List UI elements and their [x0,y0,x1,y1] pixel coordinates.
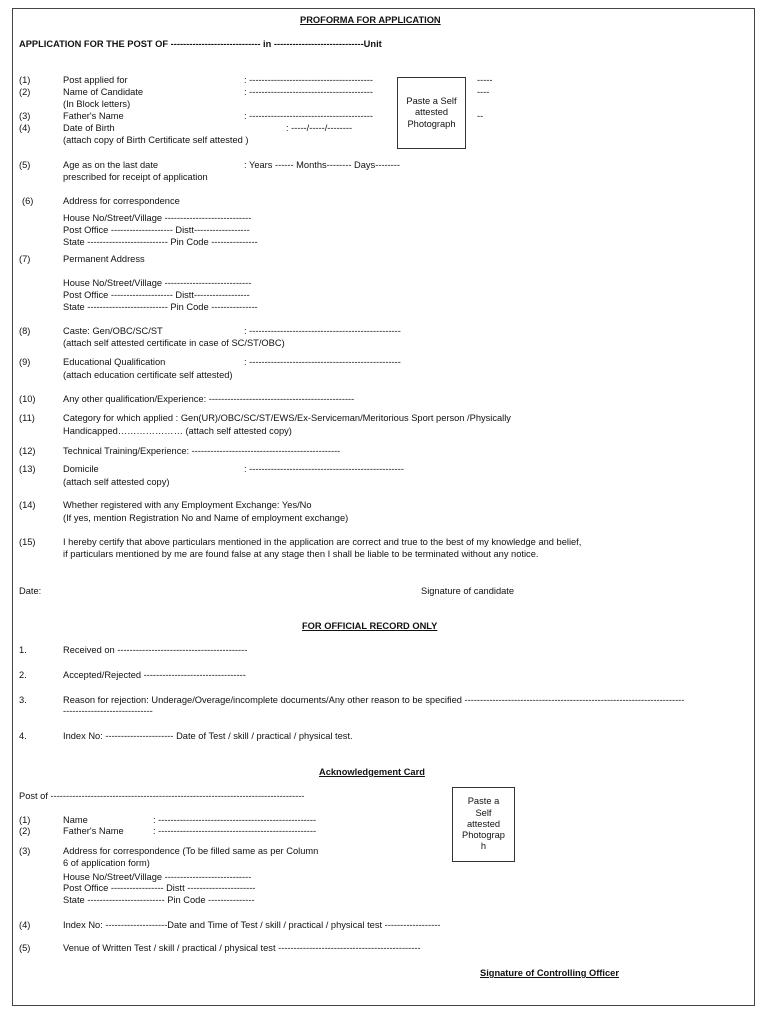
item-number: (13) [19,464,36,474]
photo-box-text: Self [475,807,492,818]
official-number: 2. [19,670,27,680]
item-label: Domicile [63,464,99,474]
item-number: (5) [19,160,31,170]
item-note: (attach education certificate self attested) [63,370,233,380]
right-dash: ---- [477,87,490,97]
item-number: (11) [19,413,35,423]
date-label: Date: [19,586,42,596]
item-label: Name of Candidate [63,87,144,97]
item-note: (In Block letters) [63,99,131,109]
ack-venue: Venue of Written Test / skill / practical / physical test ---------------------------------------------- [63,943,421,953]
item-label: Permanent Address [63,254,145,264]
photo-box-text: Photograph [407,118,456,129]
ack-photo-box [452,787,515,862]
official-received: Received on ------------------------------------------ [63,645,248,655]
official-accepted: Accepted/Rejected --------------------------------- [63,670,246,680]
item-note: Handicapped………………… (attach self attested copy) [63,426,292,436]
item-number: (6) [22,196,34,206]
item-number: (4) [19,123,31,133]
item-label: Educational Qualification [63,357,166,367]
photo-box-text: h [480,841,487,852]
official-number: 3. [19,695,27,705]
official-reason: Reason for rejection: Underage/Overage/incomplete documents/Any other reason to be specified ----------------------------------------------------------------------- [63,695,685,705]
official-number: 1. [19,645,27,655]
item-value: : ------------------------------------------------- [244,326,401,336]
ack-address-line: House No/Street/Village ---------------------------- [63,872,252,882]
item-label: Technical Training/Experience: ------------------------------------------------ [63,446,341,456]
item-value: : ---------------------------------------- [244,87,374,97]
address-line: House No/Street/Village ---------------------------- [63,278,252,288]
ack-number: (1) [19,815,31,825]
item-label: Age as on the last date [63,160,159,170]
item-number: (2) [19,87,31,97]
photo-box-text: attested [414,107,449,118]
address-line: State -------------------------- Pin Code --------------- [63,302,258,312]
right-dash: -- [477,111,484,121]
photo-box-text: Paste a Self [406,96,457,107]
ack-number: (3) [19,846,31,856]
item-number: (7) [19,254,31,264]
item-label: Post applied for [63,75,128,85]
item-label: Date of Birth [63,123,115,133]
photo-box-text: Photograp [462,830,505,841]
right-dash: ----- [477,75,493,85]
item-note: prescribed for receipt of application [63,172,208,182]
item-note: (attach self attested copy) [63,477,170,487]
item-note: (attach copy of Birth Certificate self attested ) [63,135,249,145]
item-note: (attach self attested certificate in case of SC/ST/OBC) [63,338,285,348]
item-number: (3) [19,111,31,121]
candidate-signature-label: Signature of candidate [421,586,515,596]
item-value: : Years ------ Months-------- Days-------- [244,160,400,170]
item-label: Caste: Gen/OBC/SC/ST [63,326,163,336]
address-line: House No/Street/Village ---------------------------- [63,213,252,223]
ack-number: (2) [19,826,31,836]
item-value: : -----/-----/-------- [286,123,353,133]
controlling-officer-signature: Signature of Controlling Officer [480,968,619,978]
photo-box-text: Paste a [467,796,500,807]
item-number: (1) [19,75,31,85]
item-value: : ---------------------------------------- [244,111,374,121]
ack-label: Father's Name [63,826,124,836]
application-for-line: APPLICATION FOR THE POST OF ----------------------------- in -----------------------------Unit [19,39,382,49]
ack-index: Index No: --------------------Date and Time of Test / skill / practical / physical test ------------------ [63,920,441,930]
ack-number: (4) [19,920,31,930]
item-number: (12) [19,446,36,456]
ack-number: (5) [19,943,31,953]
official-number: 4. [19,731,27,741]
official-record-heading: FOR OFFICIAL RECORD ONLY [302,621,438,631]
item-number: (8) [19,326,31,336]
ack-address-line: State ------------------------- Pin Code --------------- [63,895,255,905]
item-value: : -------------------------------------------------- [244,464,404,474]
declaration-text: I hereby certify that above particulars mentioned in the application are correct and true to the best of my knowledge and belief, [63,537,582,547]
item-label: Address for correspondence [63,196,180,206]
official-reason-cont: ----------------------------- [63,706,153,716]
address-line: Post Office -------------------- Distt------------------ [63,290,250,300]
item-number: (10) [19,394,36,404]
item-label: Father's Name [63,111,124,121]
address-line: Post Office -------------------- Distt------------------ [63,225,250,235]
ack-label: Name [63,815,88,825]
ack-post-of: Post of ---------------------------------------------------------------------------------- [19,791,305,801]
official-index: Index No: ---------------------- Date of Test / skill / practical / physical test. [63,731,353,741]
photo-box [397,77,466,149]
item-label: Any other qualification/Experience: ----------------------------------------------- [63,394,355,404]
declaration-text: if particulars mentioned by me are found false at any stage then I shall be liable to be terminated without any notice. [63,549,539,559]
item-value: : ------------------------------------------------- [244,357,401,367]
photo-box-text: attested [466,818,501,829]
item-value: : ---------------------------------------- [244,75,374,85]
item-number: (9) [19,357,31,367]
ack-note: 6 of application form) [63,858,150,868]
address-line: State -------------------------- Pin Code --------------- [63,237,258,247]
form-title: PROFORMA FOR APPLICATION [300,15,441,25]
item-note: (If yes, mention Registration No and Name of employment exchange) [63,513,349,523]
item-number: (14) [19,500,36,510]
item-number: (15) [19,537,36,547]
ack-label: Address for correspondence (To be filled same as per Column [63,846,319,856]
ack-value: : --------------------------------------------------- [153,815,317,825]
ack-value: : --------------------------------------------------- [153,826,317,836]
item-label: Category for which applied : Gen(UR)/OBC/SC/ST/EWS/Ex-Serviceman/Meritorious Sport person /Physically [63,413,511,423]
acknowledgement-heading: Acknowledgement Card [319,767,425,777]
ack-address-line: Post Office ----------------- Distt ---------------------- [63,883,256,893]
item-label: Whether registered with any Employment Exchange: Yes/No [63,500,312,510]
